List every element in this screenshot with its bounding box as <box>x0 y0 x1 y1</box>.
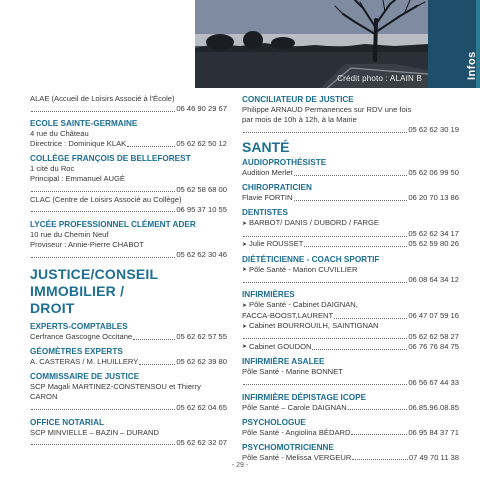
infirmieres-entry-2 <box>242 332 459 342</box>
dentistes-line-1: ➤ BARBOT/ DANIS / DUBORD / FARGE <box>242 218 379 228</box>
notarial-label: SCP MINVIELLE – BAZIN – DURAND <box>30 427 159 437</box>
experts-entry <box>30 332 227 342</box>
conciliateur-line-1: Philippe ARNAUD Permanences sur RDV une fois <box>242 105 412 114</box>
infirmieres-line-1: ➤ Pôle Santé - Cabinet DAIGNAN, <box>242 300 358 310</box>
audio-heading: AUDIOPROTHÉSISTE <box>242 158 327 168</box>
justice-title-line-2: DROIT <box>30 300 75 317</box>
psychomot-heading: PSYCHOMOTRICIENNE <box>242 442 334 452</box>
left-column <box>30 94 227 448</box>
dentistes-entry-1 <box>242 229 459 239</box>
clac-phone: 06 95 37 10 55 <box>176 204 227 214</box>
psychologue-heading: PSYCHOLOGUE <box>242 417 306 427</box>
asalee-line-1: Pôle Santé - Marine BONNET <box>242 367 343 377</box>
geometres-heading: GÉOMÈTRES EXPERTS <box>30 347 123 357</box>
conciliateur-line-2: par mois de 10h à 12h, à la Mairie <box>242 115 357 125</box>
psychomot-phone: 07 49 70 11 38 <box>408 452 459 462</box>
page-number: - 29 - <box>231 462 249 469</box>
psychomot-label: Pôle Santé - Melissa VERGEUR <box>242 452 352 462</box>
infirmieres-line-2: FACCA-BOOST,LAURENT <box>242 311 334 321</box>
arrow-bullet-icon: ➤ <box>242 323 248 330</box>
commissaire-line-2: CARON <box>30 392 58 402</box>
dentistes-phone-2: 05 62 59 80 26 <box>408 239 459 249</box>
lycee-heading: LYCÉE PROFESSIONNEL CLÉMENT ADER <box>30 219 196 229</box>
commissaire-line-1: SCP Magali MARTINEZ-CONSTENSOU et Thierry <box>30 382 201 392</box>
ecole-address: 4 rue du Château <box>30 129 89 139</box>
arrow-bullet-icon: ➤ <box>242 241 248 248</box>
ecole-entry <box>30 139 227 149</box>
alae-entry <box>30 104 227 114</box>
dentistes-line-2: ➤ Julie ROUSSET <box>242 239 304 249</box>
chiro-entry <box>242 193 459 203</box>
infos-tab-label: Infos <box>466 51 478 80</box>
audio-entry <box>242 168 459 178</box>
experts-phone: 05 62 62 57 55 <box>176 332 227 342</box>
depistage-phone: 06.85.96.08.85 <box>408 402 459 412</box>
commissaire-entry <box>30 403 227 413</box>
ecole-heading: ECOLE SAINTE-GERMAINE <box>30 119 138 129</box>
infirmieres-phone-1: 06 47 07 59 16 <box>408 311 459 321</box>
arrow-bullet-icon: ➤ <box>242 267 248 274</box>
college-principal: Principal : Emmanuel AUGÉ <box>30 174 125 184</box>
depistage-label: Pôle Santé – Carole DAIGNAN <box>242 402 347 412</box>
chiro-phone: 06 20 70 13 86 <box>408 193 459 203</box>
infirmieres-entry-1 <box>242 311 459 321</box>
lycee-phone: 05 62 62 30 46 <box>176 250 227 260</box>
clac-entry <box>30 205 227 215</box>
arrow-bullet-icon: ➤ <box>242 220 248 227</box>
dieteticienne-entry <box>242 275 459 285</box>
asalee-entry <box>242 378 459 388</box>
experts-label: Cerfrance Gascogne Occitane <box>30 332 133 342</box>
college-entry <box>30 185 227 195</box>
infirmieres-line-3: ➤ Cabinet BOURROUILH, SAINTIGNAN <box>242 321 379 331</box>
conciliateur-entry <box>242 125 459 135</box>
right-column <box>242 94 459 463</box>
psychologue-label: Pôle Santé - Angiolina BÉDARD <box>242 427 351 437</box>
infirmieres-phone-3: 06 76 76 84 75 <box>408 341 459 351</box>
ecole-director: Directrice : Dominique KLAK <box>30 139 127 149</box>
geometres-label: A. CASTERAS / M. LHUILLERY <box>30 357 139 367</box>
infirmieres-line-4: ➤ Cabinet GOUDON <box>242 341 312 351</box>
geometres-phone: 05 62 62 39 80 <box>176 357 227 367</box>
geometres-entry <box>30 357 227 367</box>
arrow-bullet-icon: ➤ <box>242 344 248 351</box>
dieteticienne-phone: 06 08 64 34 12 <box>408 275 459 285</box>
infirmieres-heading: INFIRMIÈRES <box>242 290 295 300</box>
clac-label: CLAC (Centre de Loisirs Associé au Collège) <box>30 194 182 204</box>
commissaire-phone: 05 62 62 04 65 <box>176 402 227 412</box>
experts-heading: EXPERTS-COMPTABLES <box>30 322 128 332</box>
dentistes-entry-2 <box>242 239 459 250</box>
notarial-heading: OFFICE NOTARIAL <box>30 417 104 427</box>
dieteticienne-heading: DIÉTÉTICIENNE - COACH SPORTIF <box>242 254 380 264</box>
dentistes-phone-1: 05 62 62 34 17 <box>408 229 459 239</box>
audio-label: Audition Merlet <box>242 168 293 178</box>
asalee-heading: INFIRMIÈRE ASALEE <box>242 357 325 367</box>
conciliateur-heading: CONCILIATEUR DE JUSTICE <box>242 95 354 104</box>
top-blank <box>0 0 195 88</box>
photo-credit: Crédit photo : ALAIN B <box>337 74 422 83</box>
sante-section-title: SANTÉ <box>242 139 290 156</box>
college-address: 1 cité du Roc <box>30 164 75 174</box>
alae-phone: 06 46 90 29 67 <box>176 104 227 114</box>
commissaire-heading: COMMISSAIRE DE JUSTICE <box>30 372 140 382</box>
lycee-address: 10 rue du Chemin Neuf <box>30 229 109 239</box>
infirmieres-entry-3 <box>242 342 459 353</box>
lycee-entry <box>30 250 227 260</box>
dieteticienne-line-1: ➤ Pôle Santé - Marion CUVILLIER <box>242 264 358 274</box>
conciliateur-phone: 05 62 62 30 19 <box>408 125 459 135</box>
notarial-entry <box>30 438 227 448</box>
dentistes-heading: DENTISTES <box>242 208 288 218</box>
depistage-entry <box>242 403 459 413</box>
justice-section-title <box>30 266 227 317</box>
college-phone: 05 62 58 68 00 <box>176 184 227 194</box>
chiro-heading: CHIROPRATICIEN <box>242 183 312 193</box>
lycee-proviseur: Proviseur : Annie-Pierre CHABOT <box>30 239 144 249</box>
justice-title-line-1: JUSTICE/CONSEIL IMMOBILIER / <box>30 266 158 300</box>
psychologue-entry <box>242 428 459 438</box>
header-photo <box>195 0 428 88</box>
infos-tab <box>428 0 480 88</box>
notarial-phone: 05 62 62 32 07 <box>176 437 227 447</box>
college-heading: COLLÈGE FRANÇOIS DE BELLEFOREST <box>30 154 191 164</box>
infirmieres-phone-2: 05 62 62 58 27 <box>408 331 459 341</box>
ecole-phone: 05 62 62 50 12 <box>176 139 227 149</box>
audio-phone: 05 62 06 99 50 <box>408 168 459 178</box>
arrow-bullet-icon: ➤ <box>242 302 248 309</box>
psychologue-phone: 06 95 84 37 71 <box>408 427 459 437</box>
asalee-phone: 06 56 67 44 33 <box>408 377 459 387</box>
chiro-label: Flavie FORTIN <box>242 193 293 203</box>
depistage-heading: INFIRMIÈRE DÉPISTAGE ICOPE <box>242 392 367 402</box>
alae-label: ALAE (Accueil de Loisirs Associé à l'École) <box>30 94 175 103</box>
